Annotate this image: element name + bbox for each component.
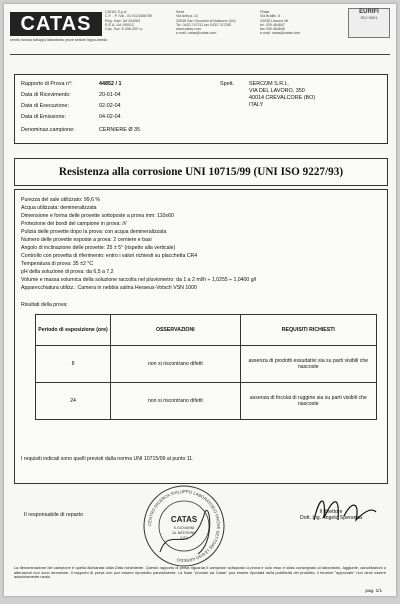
issue-label: Data di Emissione: [21,114,66,120]
cell-hours: 8 [36,346,111,383]
legal-footer: La denominazione del campione è quella dichiarata dalla Ditta richiedente. Questo rapporto di prova riguarda il campione sottoposto a prova e solo esso è stato consegnato al laboratorio. Aggiunte, cancellazioni o alterazioni non sono ammesse. Il rapporto di prova non può essere riprodotto parzialmente. La frase "provato da Catas" può essere riportata nella pubblicità del prodotto; il termine "approvato" non deve essere assolutamente usato. [14,565,386,580]
recipient-line: ITALY [249,102,264,108]
official-stamp [140,482,228,570]
param-line: Angolo di inclinazione delle provette: 25 ± 5° (rispetto alla verticale) [21,245,176,251]
execution-value: 02-02-04 [99,103,121,109]
report-number-row [21,81,121,87]
received-label: Data di Ricevimento: [21,92,71,98]
param-line: Volume e massa volumica della soluzione raccolta nel pluviometro: da 1 a 2 ml/h ÷ 1,0255 ÷ 1,0400 g/l [21,277,257,283]
table-row [36,346,377,383]
col-header-requirements: REQUISITI RICHIESTI [240,315,376,346]
cell-hours: 24 [36,383,111,420]
param-line: Apparecchiatura utilizz.: Camera in nebbia salina Heraeus-Votsch VSN 1000 [21,285,197,291]
param-line: Dimensione e forma delle provette sottoposte a prova mm: 110x60 [21,213,174,219]
cell-requirement: assenza di focolai di ruggine sia su parti visibili che nascoste [240,383,376,420]
report-number-value: 44852 / 1 [99,81,122,87]
recipient-line: SERCOM S.R.L. [249,81,290,87]
param-line: Purezza del sale utilizzato: 99,6 % [21,197,101,203]
param-line: Numero delle provette esposte a prova: 2 cerniere e basi [21,237,152,243]
received-value: 20-01-04 [99,92,121,98]
recipient-address [249,81,315,109]
report-info-box [14,74,388,144]
table-header-row [36,315,377,346]
report-number-label: Rapporto di Prova n°: [21,81,73,87]
department-head-label: Il responsabile di reparto [24,512,84,518]
stamp-center-text: CATAS [170,515,198,524]
branch-address: Filiale Via Braille, 5 20038 Lissone Mi tel. 039.464847 fax 039.464846 e-mail: catas@catas.com [260,10,301,36]
param-line: Protezione dei bordi del campione in prova: /// [21,221,127,227]
results-table [35,314,377,420]
test-title: Resistenza alla corrosione UNI 10715/99 (UNI ISO 9227/93) [58,166,344,178]
company-info: CATAS S.p.A. C.F. - P. IVA - 01 0123456789 Reg. Impr. Ud 204063 R.E.A. Ud 190012 Cap. Soc. € 436.000 i.v. [105,10,153,32]
certification-badge [348,8,390,38]
execution-row [21,103,121,109]
letterhead [10,8,390,52]
logo-subtitle: centro ricerca sviluppo laboratorio prove settore legno-arredo [10,38,108,42]
param-line: Controllo con provetta di riferimento: entro i valori richiesti su placchetta CR4 [21,253,198,259]
received-row [21,92,121,98]
headquarters-address: Sede Via Antica, 14 33048 San Giovanni al Natisone (Ud) Tel. 0432.747211 fax 0432.747250 www.catas.com e-mail: catas@catas.com [176,10,236,36]
test-details-box [14,189,388,484]
param-line: Acqua utilizzata: demineralizzata [21,205,97,211]
stamp-line: S.GIOVANNI [173,526,195,530]
results-label: Risultati della prova: [21,302,68,308]
table-row [36,383,377,420]
cell-observation: non si riscontrano difetti [111,346,241,383]
test-title-box [14,158,388,186]
stamp-line: (UD) [180,536,188,540]
page-number: pag. 1/1 [365,588,382,593]
director-name: Dott. Ing. Angelo Speranza [300,515,363,521]
col-header-observations: OSSERVAZIONI [111,315,241,346]
conclusion-note: I requisiti indicati sono quelli previsti dalla norma UNI 10715/99 al punto 11. [21,456,194,462]
stamp-ring-text: CENTRO RICERCA SVILUPPO LABORATORIO PROVE SETTORE LEGNO ARREDO [146,488,222,564]
director-title: Il direttore [319,509,343,515]
catas-logo: CATAS [10,12,102,36]
sample-value: CERNIERE Ø 35 [99,127,141,133]
cell-requirement: assenza di prodotti essudativi sia su parti visibili che nascoste [240,346,376,383]
issue-value: 04-02-04 [99,114,121,120]
report-page [4,4,396,596]
recipient-line: 40014 CREVALCORE (BO) [249,95,316,101]
cell-observation: non si riscontrano difetti [111,383,241,420]
spett-label: Spett. [220,81,235,87]
execution-label: Data di Esecuzione: [21,103,69,109]
col-header-period: Periodo di esposizione (ore) [36,315,111,346]
sample-label: Denominaz.campione: [21,127,75,133]
cert-title: EURIFI [359,9,379,15]
stamp-line: AL NATISONE [172,531,196,535]
director-block [300,509,362,521]
issue-row [21,114,121,120]
param-line: Temperatura di prova: 35 ±2 °C [21,261,94,267]
param-line: Pulizia delle provette dopo la prova: con acqua demineralizzata [21,229,167,235]
header-divider [10,54,390,55]
recipient-line: VIA DEL LAVORO, 350 [249,88,305,94]
cert-text: ISO 9001 [360,15,378,20]
sample-row [21,127,140,133]
param-line: pH della soluzione di prova: da 6,5 a 7,2 [21,269,114,275]
